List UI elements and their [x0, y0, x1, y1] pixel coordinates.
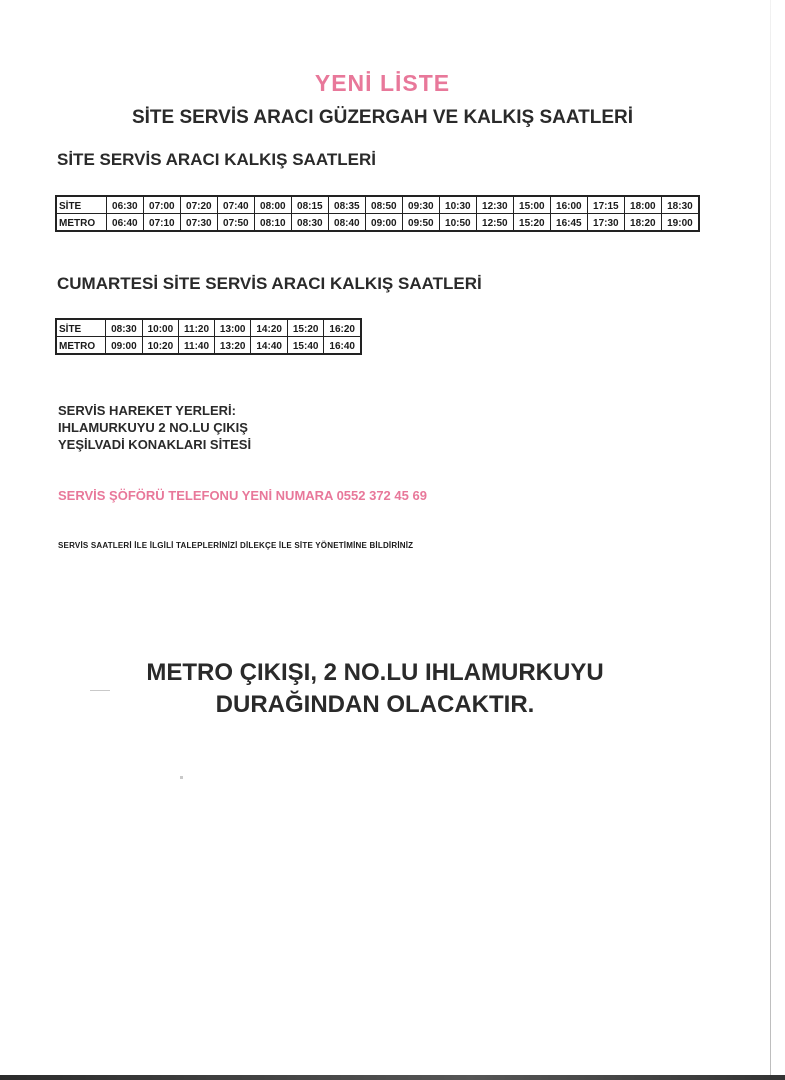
row-label: METRO [56, 214, 106, 232]
departure-time: 18:20 [624, 214, 661, 232]
departure-time: 06:30 [106, 196, 143, 214]
saturday-section-title: CUMARTESİ SİTE SERVİS ARACI KALKIŞ SAATLERİ [57, 274, 482, 293]
departure-time: 10:30 [439, 196, 476, 214]
departure-time: 07:40 [217, 196, 254, 214]
departure-location-1: IHLAMURKUYU 2 NO.LU ÇIKIŞ [58, 420, 248, 435]
departure-time: 11:40 [179, 337, 215, 355]
departure-time: 15:20 [513, 214, 550, 232]
schedule-row [56, 214, 699, 232]
weekday-schedule-table [55, 195, 700, 232]
departure-time: 13:20 [214, 337, 250, 355]
weekday-section-title: SİTE SERVİS ARACI KALKIŞ SAATLERİ [57, 150, 376, 169]
scan-edge-right [770, 0, 771, 1080]
departure-time: 08:15 [291, 196, 328, 214]
departure-time: 19:00 [661, 214, 699, 232]
metro-exit-notice-line-2: DURAĞINDAN OLACAKTIR. [215, 691, 535, 718]
departure-time: 10:20 [142, 337, 178, 355]
departure-time: 16:20 [324, 319, 361, 337]
route-schedule-title: SİTE SERVİS ARACI GÜZERGAH VE KALKIŞ SAATLERİ [131, 107, 634, 128]
departure-time: 07:00 [143, 196, 180, 214]
departure-time: 08:00 [254, 196, 291, 214]
departure-time: 06:40 [106, 214, 143, 232]
departure-time: 16:45 [550, 214, 587, 232]
departure-time: 17:30 [587, 214, 624, 232]
departure-time: 08:10 [254, 214, 291, 232]
departure-time: 08:50 [365, 196, 402, 214]
request-notice: SERVİS SAATLERİ İLE İLGİLİ TALEPLERİNİZİ DİLEKÇE İLE SİTE YÖNETİMİNE BİLDİRİNİZ [58, 541, 414, 550]
departure-time: 07:10 [143, 214, 180, 232]
departure-time: 16:40 [324, 337, 361, 355]
departure-time: 07:30 [180, 214, 217, 232]
departure-time: 07:20 [180, 196, 217, 214]
departure-time: 15:00 [513, 196, 550, 214]
schedule-row [56, 337, 361, 355]
scan-mark [180, 776, 183, 779]
driver-phone: SERVİS ŞÖFÖRÜ TELEFONU YENİ NUMARA 0552 372 45 69 [58, 488, 427, 503]
departure-location-2: YEŞİLVADİ KONAKLARI SİTESİ [58, 437, 252, 452]
departure-time: 11:20 [179, 319, 215, 337]
row-label: SİTE [56, 319, 106, 337]
departure-time: 10:00 [142, 319, 178, 337]
departure-time: 15:40 [287, 337, 323, 355]
departure-locations [58, 402, 251, 453]
departure-time: 12:50 [476, 214, 513, 232]
departure-locations-heading: SERVİS HAREKET YERLERİ: [58, 403, 236, 418]
departure-time: 16:00 [550, 196, 587, 214]
row-label: METRO [56, 337, 106, 355]
departure-time: 09:00 [365, 214, 402, 232]
departure-time: 09:30 [402, 196, 439, 214]
departure-time: 09:00 [106, 337, 142, 355]
departure-time: 09:50 [402, 214, 439, 232]
saturday-schedule-table [55, 318, 362, 355]
new-list-title: YENİ LİSTE [314, 70, 451, 96]
departure-time: 07:50 [217, 214, 254, 232]
departure-time: 12:30 [476, 196, 513, 214]
departure-time: 08:30 [291, 214, 328, 232]
departure-time: 13:00 [214, 319, 250, 337]
departure-time: 15:20 [287, 319, 323, 337]
metro-exit-notice-line-1: METRO ÇIKIŞI, 2 NO.LU IHLAMURKUYU [146, 659, 604, 686]
departure-time: 08:40 [328, 214, 365, 232]
departure-time: 18:00 [624, 196, 661, 214]
departure-time: 08:35 [328, 196, 365, 214]
scan-edge-bottom [0, 1075, 785, 1080]
departure-time: 17:15 [587, 196, 624, 214]
scan-mark [90, 690, 110, 691]
departure-time: 18:30 [661, 196, 699, 214]
departure-time: 08:30 [106, 319, 142, 337]
metro-exit-notice [70, 657, 680, 721]
schedule-row [56, 319, 361, 337]
departure-time: 14:20 [251, 319, 287, 337]
departure-time: 14:40 [251, 337, 287, 355]
departure-time: 10:50 [439, 214, 476, 232]
row-label: SİTE [56, 196, 106, 214]
schedule-row [56, 196, 699, 214]
